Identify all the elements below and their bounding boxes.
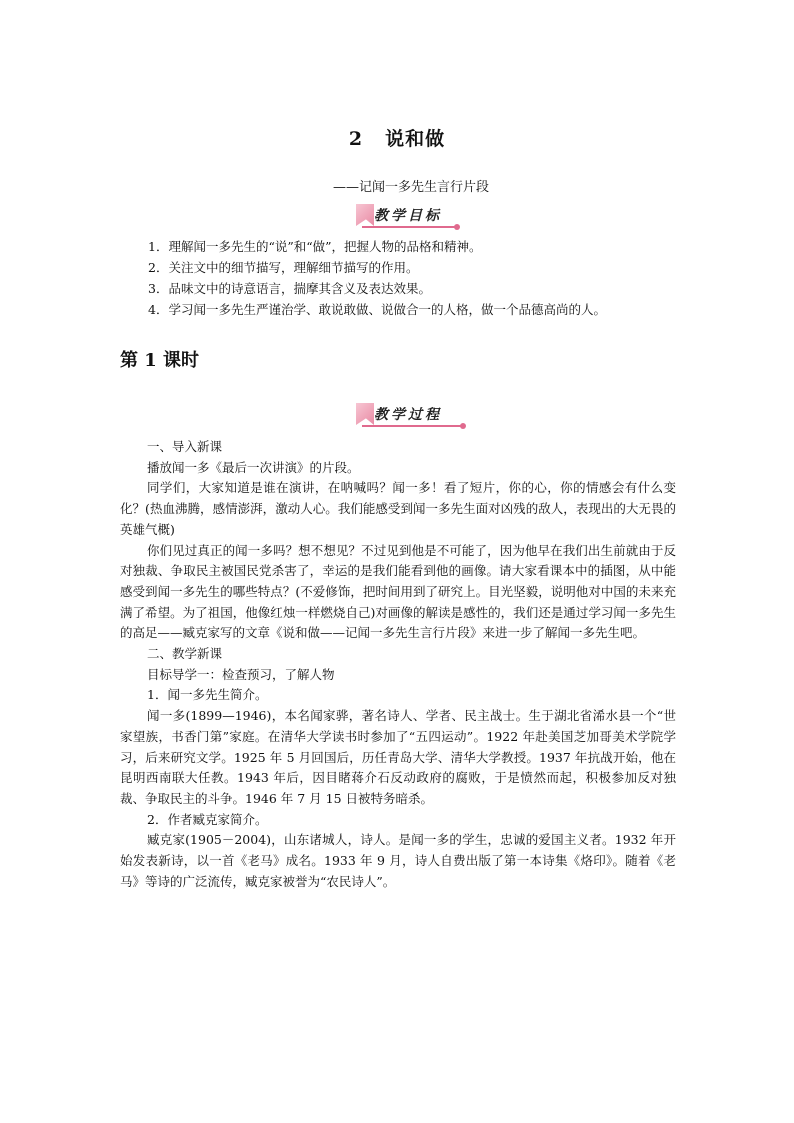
goal-item: 2．关注文中的细节描写，理解细节描写的作用。 — [148, 260, 419, 275]
paragraph: 臧克家(1905－2004)，山东诸城人，诗人。是闻一多的学生，忠诚的爱国主义者。1932 年开始发表新诗，以一首《老马》成名。1933 年 9 月，诗人自费出版了第一本诗集《烙印》。随着《老马》等诗的广泛流传，臧克家被誉为“农民诗人”。 — [120, 832, 676, 889]
teaching-goals-label: 教学目标 — [374, 208, 442, 224]
teaching-goals-badge — [356, 204, 462, 230]
section-heading: 一、导入新课 — [147, 439, 223, 454]
ribbon-flag-icon — [356, 204, 374, 226]
lesson-content — [120, 437, 676, 892]
chapter-number: 2 — [348, 128, 364, 150]
paragraph: 你们见过真正的闻一多吗？想不想见？不过见到他是不可能了，因为他早在我们出生前就由于反对独裁、争取民主被国民党杀害了，幸运的是我们能看到他的画像。请大家看课本中的插图，从中能感受到闻一多先生的哪些特点？(不爱修饰，把时间用到了研究上。目光坚毅，说明他对中国的未来充满了希望。为了祖国，他像红烛一样燃烧自己)对画像的解读是感性的，我们还是通过学习闻一多先生的高足——臧克家写的文章《说和做——记闻一多先生言行片段》来进一步了解闻一多先生吧。 — [120, 542, 676, 641]
goal-heading: 目标导学一：检查预习，了解人物 — [147, 666, 335, 682]
badge-dot-icon — [454, 224, 460, 230]
lesson-heading: 第 1 课时 — [120, 350, 200, 371]
paragraph: 闻一多(1899—1946)，本名闻家骅，著名诗人、学者、民主战士。生于湖北省浠水县一个“世家望族，书香门第”家庭。在清华大学读书时参加了“五四运动”。1922 年赴美国芝加哥美术学院学习，后来研究文学。1925 年 5 月回国后，历任青岛大学、清华大学教授。1937 年抗战开始，他在昆明西南联大任教。1943 年后，因目睹蒋介石反动政府的腐败，于是愤然而起，积极参加反对独裁、争取民主的斗争。1946 年 7 月 15 日被特务暗杀。 — [120, 708, 676, 806]
subsection-heading: 1．闻一多先生简介。 — [147, 687, 268, 703]
goal-item: 4．学习闻一多先生严谨治学、敢说敢做、说做合一的人格，做一个品德高尚的人。 — [148, 302, 606, 317]
goal-item: 3．品味文中的诗意语言，揣摩其含义及表达效果。 — [148, 281, 431, 296]
badge-underline — [362, 425, 464, 427]
section-heading: 二、教学新课 — [147, 646, 223, 662]
page-title — [0, 124, 794, 151]
chapter-title: 说和做 — [385, 128, 446, 150]
teaching-process-badge — [356, 403, 468, 429]
paragraph: 同学们，大家知道是谁在演讲，在呐喊吗？闻一多！看了短片，你的心，你的情感会有什么变化？(热血沸腾，感情澎湃，激动人心。我们能感受到闻一多先生面对凶残的敌人，表现出的大无畏的英雄气概) — [120, 480, 676, 537]
goal-item: 1．理解闻一多先生的“说”和“做”，把握人物的品格和精神。 — [148, 239, 482, 254]
paragraph: 播放闻一多《最后一次讲演》的片段。 — [147, 459, 360, 475]
ribbon-flag-icon — [356, 403, 374, 425]
subsection-heading: 2．作者臧克家简介。 — [147, 811, 268, 827]
badge-underline — [362, 226, 458, 228]
badge-dot-icon — [460, 423, 466, 429]
teaching-process-label: 教学过程 — [374, 407, 442, 423]
teaching-goals-list — [148, 236, 708, 320]
page-subtitle: ——记闻一多先生言行片段 — [332, 180, 489, 195]
